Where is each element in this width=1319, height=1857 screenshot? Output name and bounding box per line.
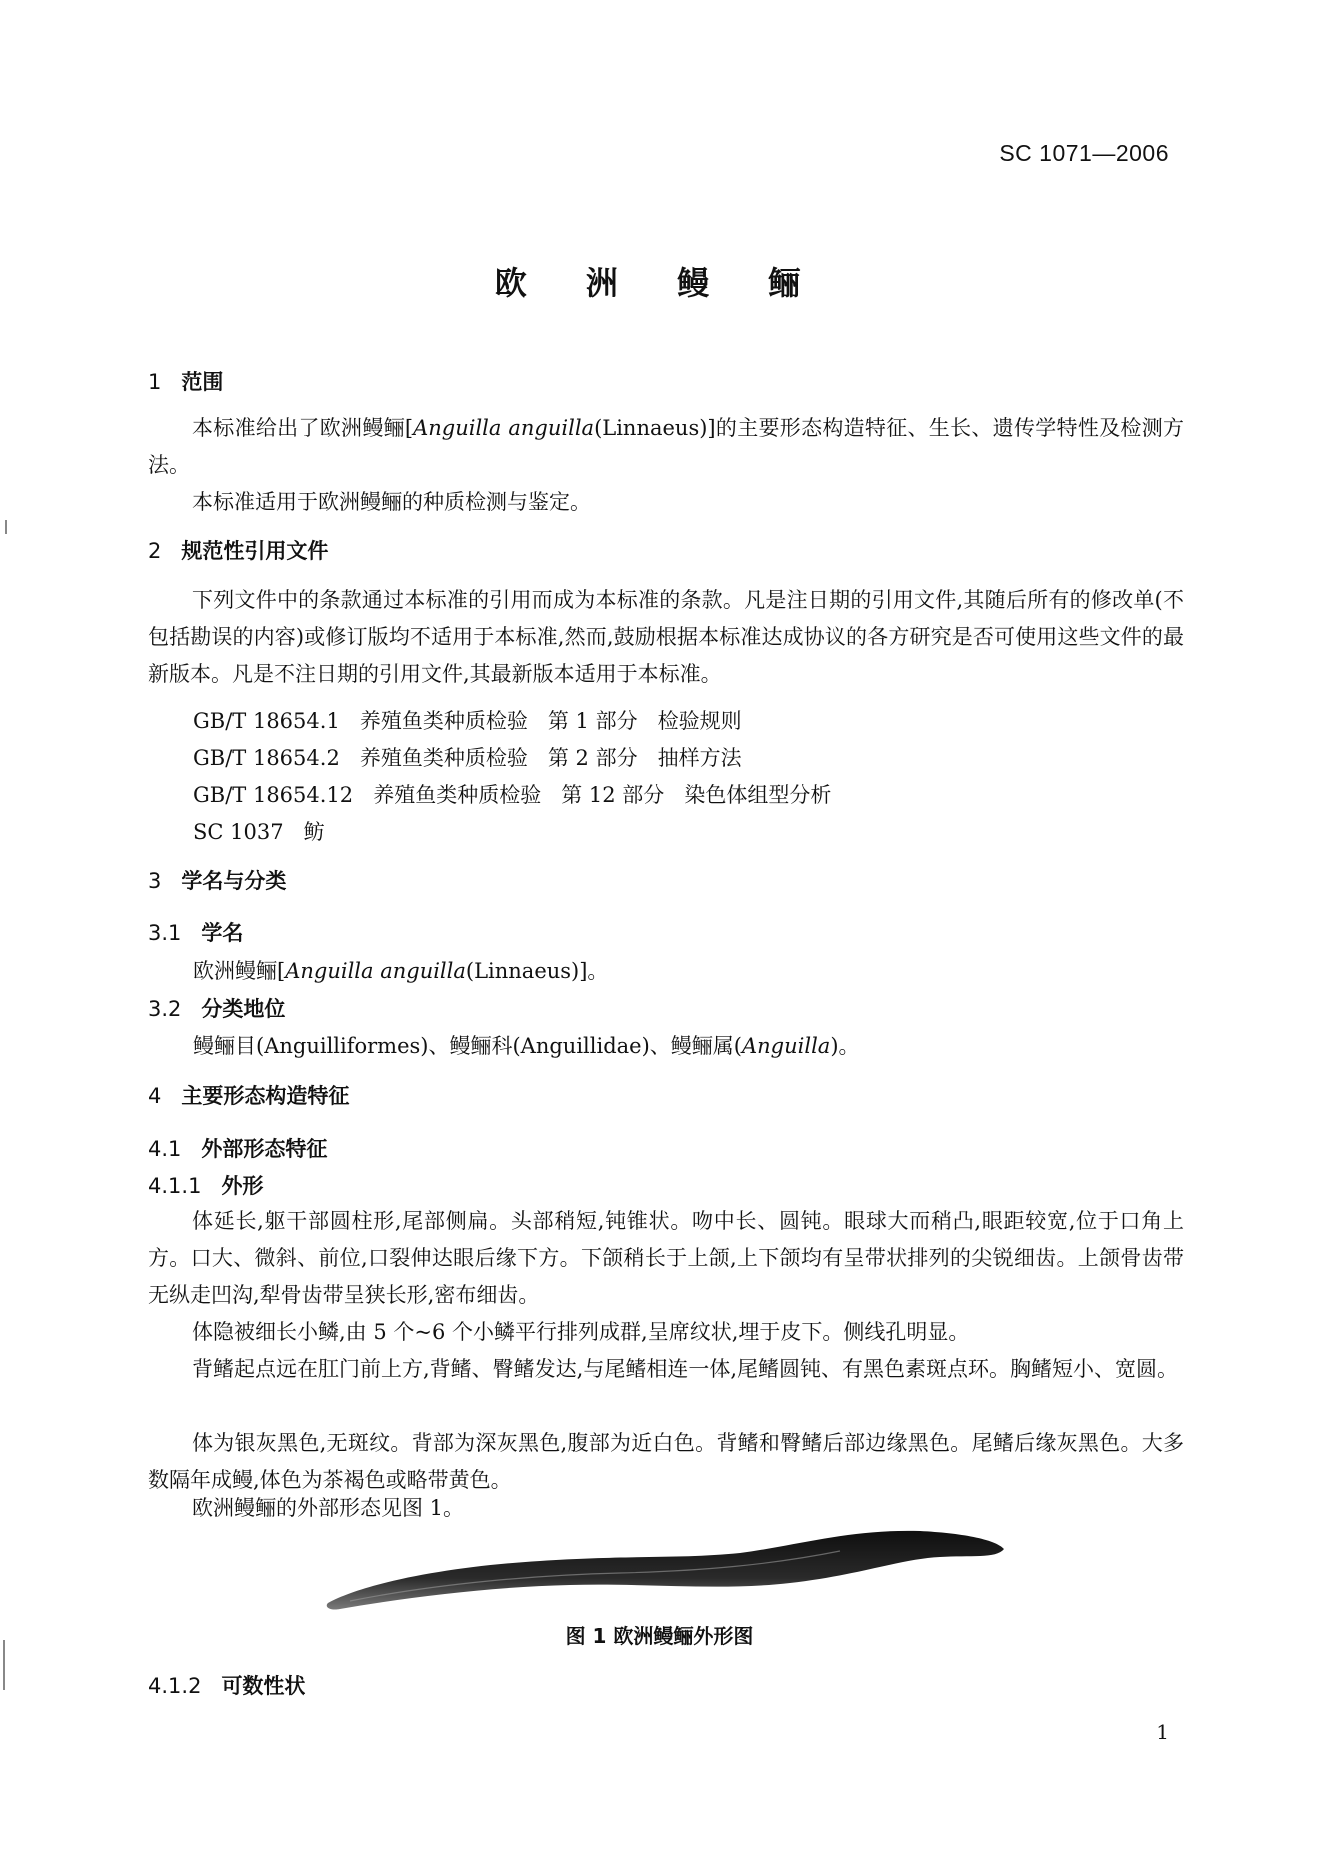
section-title: 学名与分类 (181, 869, 287, 893)
section-2-paragraph: 下列文件中的条款通过本标准的引用而成为本标准的条款。凡是注日期的引用文件,其随后所有的修改单(不包括勘误的内容)或修订版均不适用于本标准,然而,鼓励根据本标准达成协议的各方研究是否可使用这些文件的最新版本。凡是不注日期的引用文件,其最新版本适用于本标准。 (148, 588, 1184, 686)
section-3-heading (148, 865, 286, 895)
reference-item: GB/T 18654.1 养殖鱼类种质检验 第 1 部分 检验规则 (193, 709, 742, 733)
scientific-name (193, 955, 608, 985)
section-title: 外部形态特征 (201, 1137, 328, 1161)
section-title: 学名 (201, 921, 244, 945)
section-4-heading (148, 1080, 349, 1110)
section-number: 1 (148, 370, 162, 394)
section-title: 范围 (181, 370, 224, 394)
section-number: 3.2 (148, 997, 182, 1021)
morphology-paragraph-3: 背鳍起点远在肛门前上方,背鳍、臀鳍发达,与尾鳍相连一体,尾鳍圆钝、有黑色素斑点环。胸鳍短小、宽圆。 (192, 1357, 1179, 1381)
text: 本标准给出了欧洲鳗鲡[ (192, 416, 414, 440)
reference-item: SC 1037 鲂 (193, 820, 325, 844)
latin-name: Anguilla (741, 1034, 831, 1058)
morphology-paragraph-4: 体为银灰黑色,无斑纹。背部为深灰黑色,腹部为近白色。背鳍和臀鳍后部边缘黑色。尾鳍后缘灰黑色。大多数隔年成鳗,体色为茶褐色或略带黄色。 (148, 1431, 1184, 1492)
section-number: 4.1.2 (148, 1674, 202, 1698)
morphology-paragraph-2: 体隐被细长小鳞,由 5 个~6 个小鳞平行排列成群,呈席纹状,埋于皮下。侧线孔明显。 (192, 1320, 970, 1344)
morphology-paragraph-1: 体延长,躯干部圆柱形,尾部侧扁。头部稍短,钝锥状。吻中长、圆钝。眼球大而稍凸,眼距较宽,位于口角上方。口大、微斜、前位,口裂伸达眼后缘下方。下颌稍长于上颌,上下颌均有呈带状排列的尖锐细齿。上颌骨齿带无纵走凹沟,犁骨齿带呈狭长形,密布细齿。 (148, 1209, 1184, 1307)
document-title: 欧 洲 鳗 鲡 (494, 264, 825, 302)
figure-caption: 图 1 欧洲鳗鲡外形图 (565, 1624, 754, 1648)
morphology-paragraph-5: 欧洲鳗鲡的外部形态见图 1。 (192, 1496, 465, 1520)
section-3-2-heading (148, 993, 285, 1023)
text: (Linnaeus)]。 (465, 959, 609, 983)
section-2-heading (148, 535, 328, 565)
scan-mark (5, 520, 7, 534)
latin-name: Anguilla anguilla (413, 416, 595, 440)
text: (Linnaeus)]的主要形态构造特征、生长、遗传学特性及检测方法。 (148, 416, 1184, 477)
section-4-1-2-heading (148, 1670, 305, 1700)
section-4-1-1-heading (148, 1170, 263, 1200)
text: 鳗鲡目(Anguilliformes)、鳗鲡科(Anguillidae)、鳗鲡属( (193, 1034, 742, 1058)
section-title: 外形 (221, 1174, 264, 1198)
text: )。 (830, 1034, 860, 1058)
section-title: 可数性状 (221, 1674, 306, 1698)
section-number: 4.1 (148, 1137, 182, 1161)
section-title: 主要形态构造特征 (181, 1084, 350, 1108)
reference-item: GB/T 18654.2 养殖鱼类种质检验 第 2 部分 抽样方法 (193, 746, 742, 770)
section-4-1-heading (148, 1133, 327, 1163)
section-1-paragraph-2: 本标准适用于欧洲鳗鲡的种质检测与鉴定。 (192, 490, 591, 514)
section-number: 3 (148, 869, 162, 893)
section-number: 3.1 (148, 921, 182, 945)
reference-item: GB/T 18654.12 养殖鱼类种质检验 第 12 部分 染色体组型分析 (193, 783, 832, 807)
section-number: 4.1.1 (148, 1174, 202, 1198)
eel-image (320, 1525, 1010, 1615)
eel-figure (320, 1525, 1010, 1635)
standard-code: SC 1071—2006 (999, 140, 1169, 166)
section-number: 2 (148, 539, 162, 563)
section-3-1-heading (148, 917, 243, 947)
section-1-heading (148, 366, 223, 396)
section-title: 规范性引用文件 (181, 539, 329, 563)
section-number: 4 (148, 1084, 162, 1108)
latin-name: Anguilla anguilla (285, 959, 466, 983)
taxonomy (193, 1030, 860, 1060)
text: 欧洲鳗鲡[ (193, 959, 286, 983)
section-1-paragraph-1 (148, 410, 1184, 484)
section-title: 分类地位 (201, 997, 286, 1021)
page-number: 1 (1156, 1720, 1169, 1744)
